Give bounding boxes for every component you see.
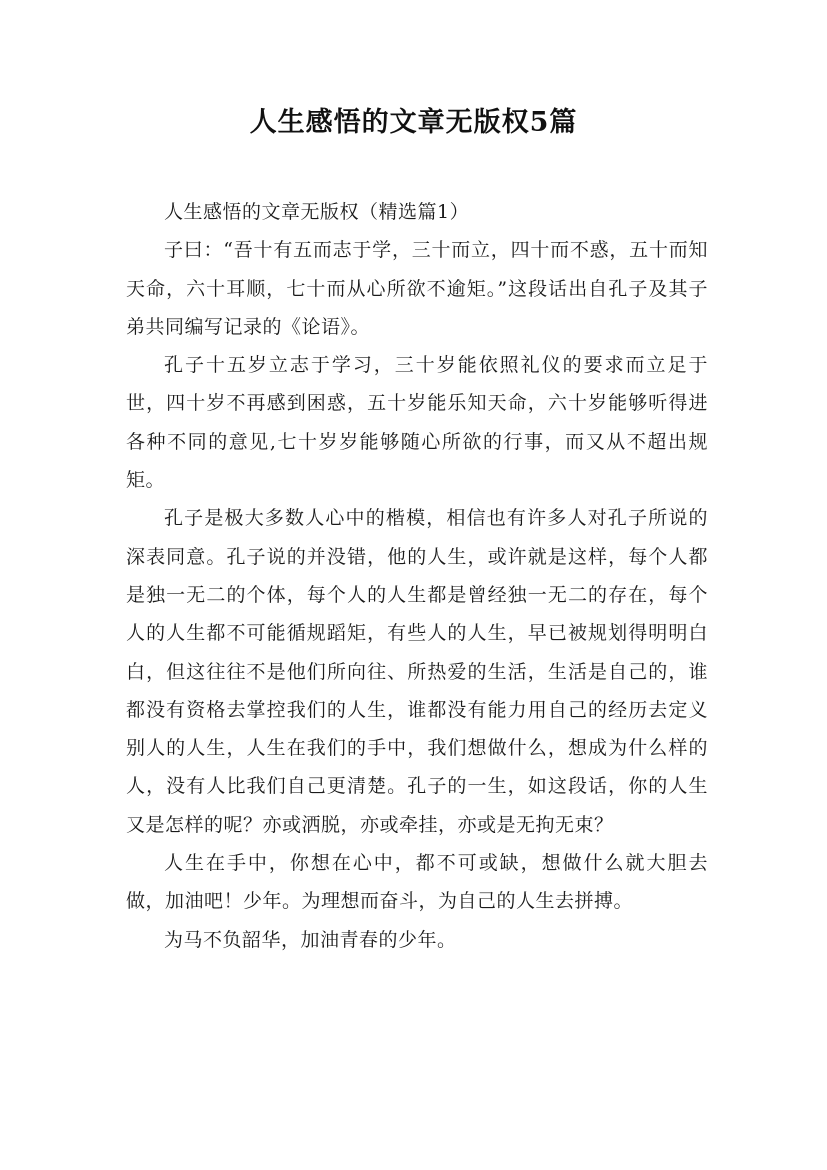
paragraph: 孔子十五岁立志于学习，三十岁能依照礼仪的要求而立足于世，四十岁不再感到困惑，五十岁能乐知天命，六十岁能够听得进各种不同的意见,七十岁岁能够随心所欲的行事，而又从不超出规矩。 — [126, 354, 708, 492]
paragraph: 孔子是极大多数人心中的楷模，相信也有许多人对孔子所说的深表同意。孔子说的并没错，他的人生，或许就是这样，每个人都是独一无二的个体，每个人的人生都是曾经独一无二的存在，每个人的人生都不可能循规蹈矩，有些人的人生，早已被规划得明明白白，但这往往不是他们所向往、所热爱的生活，生活是自己的，谁都没有资格去掌控我们的人生，谁都没有能力用自己的经历去定义别人的人生，人生在我们的手中，我们想做什么，想成为什么样的人，没有人比我们自己更清楚。孔子的一生，如这段话，你的人生又是怎样的呢？亦或洒脱，亦或牵挂，亦或是无拘无束？ — [126, 507, 708, 836]
paragraph: 为马不负韶华，加油青春的少年。 — [164, 928, 457, 951]
document-title: 人生感悟的文章无版权5篇 — [249, 107, 578, 138]
paragraph: 人生在手中，你想在心中，都不可或缺，想做什么就大胆去做，加油吧！少年。为理想而奋斗，为自己的人生去拼搏。 — [126, 852, 708, 913]
document-body — [126, 193, 708, 959]
paragraph-section-heading: 人生感悟的文章无版权（精选篇1） — [164, 201, 470, 223]
paragraph: 子曰：“吾十有五而志于学，三十而立，四十而不惑，五十而知天命，六十耳顺，七十而从心所欲不逾矩。”这段话出自孔子及其子弟共同编写记录的《论语》。 — [126, 239, 708, 338]
